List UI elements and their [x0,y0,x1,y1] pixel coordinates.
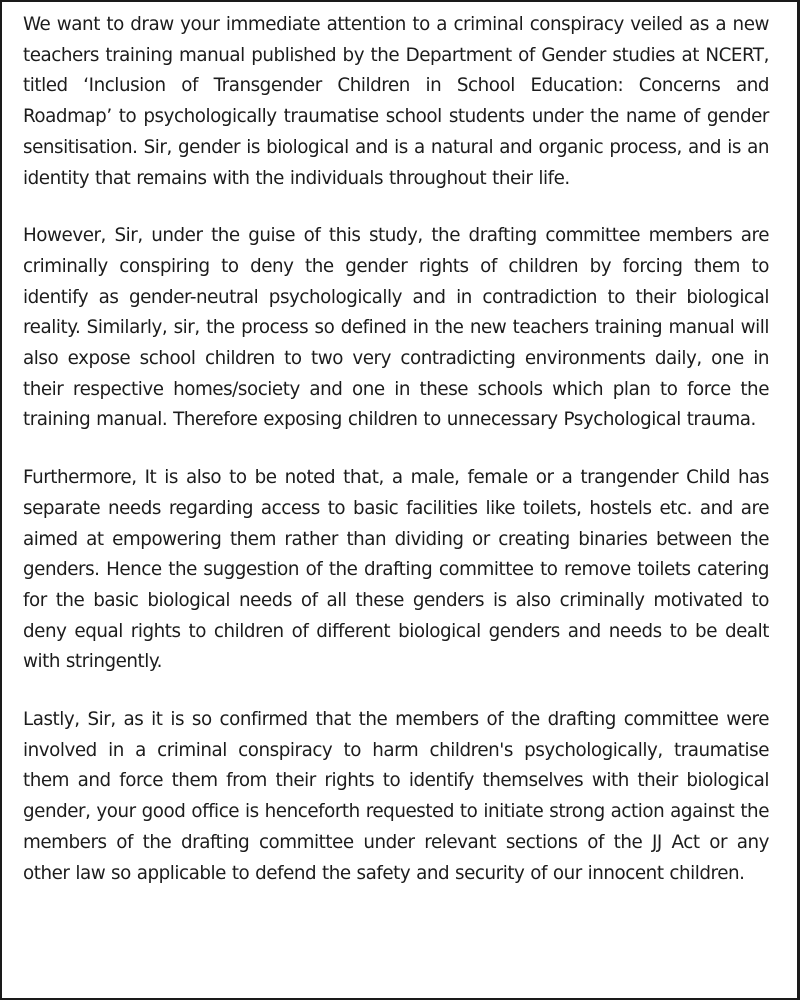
paragraph-facilities: Furthermore, It is also to be noted that, a male, female or a trangender Child has separate needs regarding access to basic facilities like toilets, hostels etc. and are aimed at empowering them rather than dividing or creating binaries between the genders. Hence the suggestion of the drafting committee to remove toilets catering for the basic biological needs of all these genders is also criminally motivated to deny equal rights to children of different biological genders and needs to be dealt with stringently. [23,467,769,673]
paragraph-introduction: We want to draw your immediate attention to a criminal conspiracy veiled as a new teachers training manual published by the Department of Gender studies at NCERT, titled ‘Inclusion of Transgender Children in School Education: Concerns and Roadmap’ to psychologically traumatise school students under the name of gender sensitisation. Sir, gender is biological and is a natural and organic process, and is an identity that remains with the individuals throughout their life. [23,14,769,189]
paragraph-request-action: Lastly, Sir, as it is so confirmed that the members of the drafting committee were involved in a criminal conspiracy to harm children's psychologically, traumatise them and force them from their rights to identify themselves with their biological gender, your good office is henceforth requested to initiate strong action against the members of the drafting committee under relevant sections of the JJ Act or any other law so applicable to defend the safety and security of our innocent children. [23,709,769,884]
paragraph-drafting-committee: However, Sir, under the guise of this study, the drafting committee members are criminally conspiring to deny the gender rights of children by forcing them to identify as gender-neutral psychologically and in contradiction to their biological reality. Similarly, sir, the process so defined in the new teachers training manual will also expose school children to two very contradicting environments daily, one in their respective homes/society and one in these schools which plan to force the training manual. Therefore exposing children to unnecessary Psychological trauma. [23,225,769,431]
